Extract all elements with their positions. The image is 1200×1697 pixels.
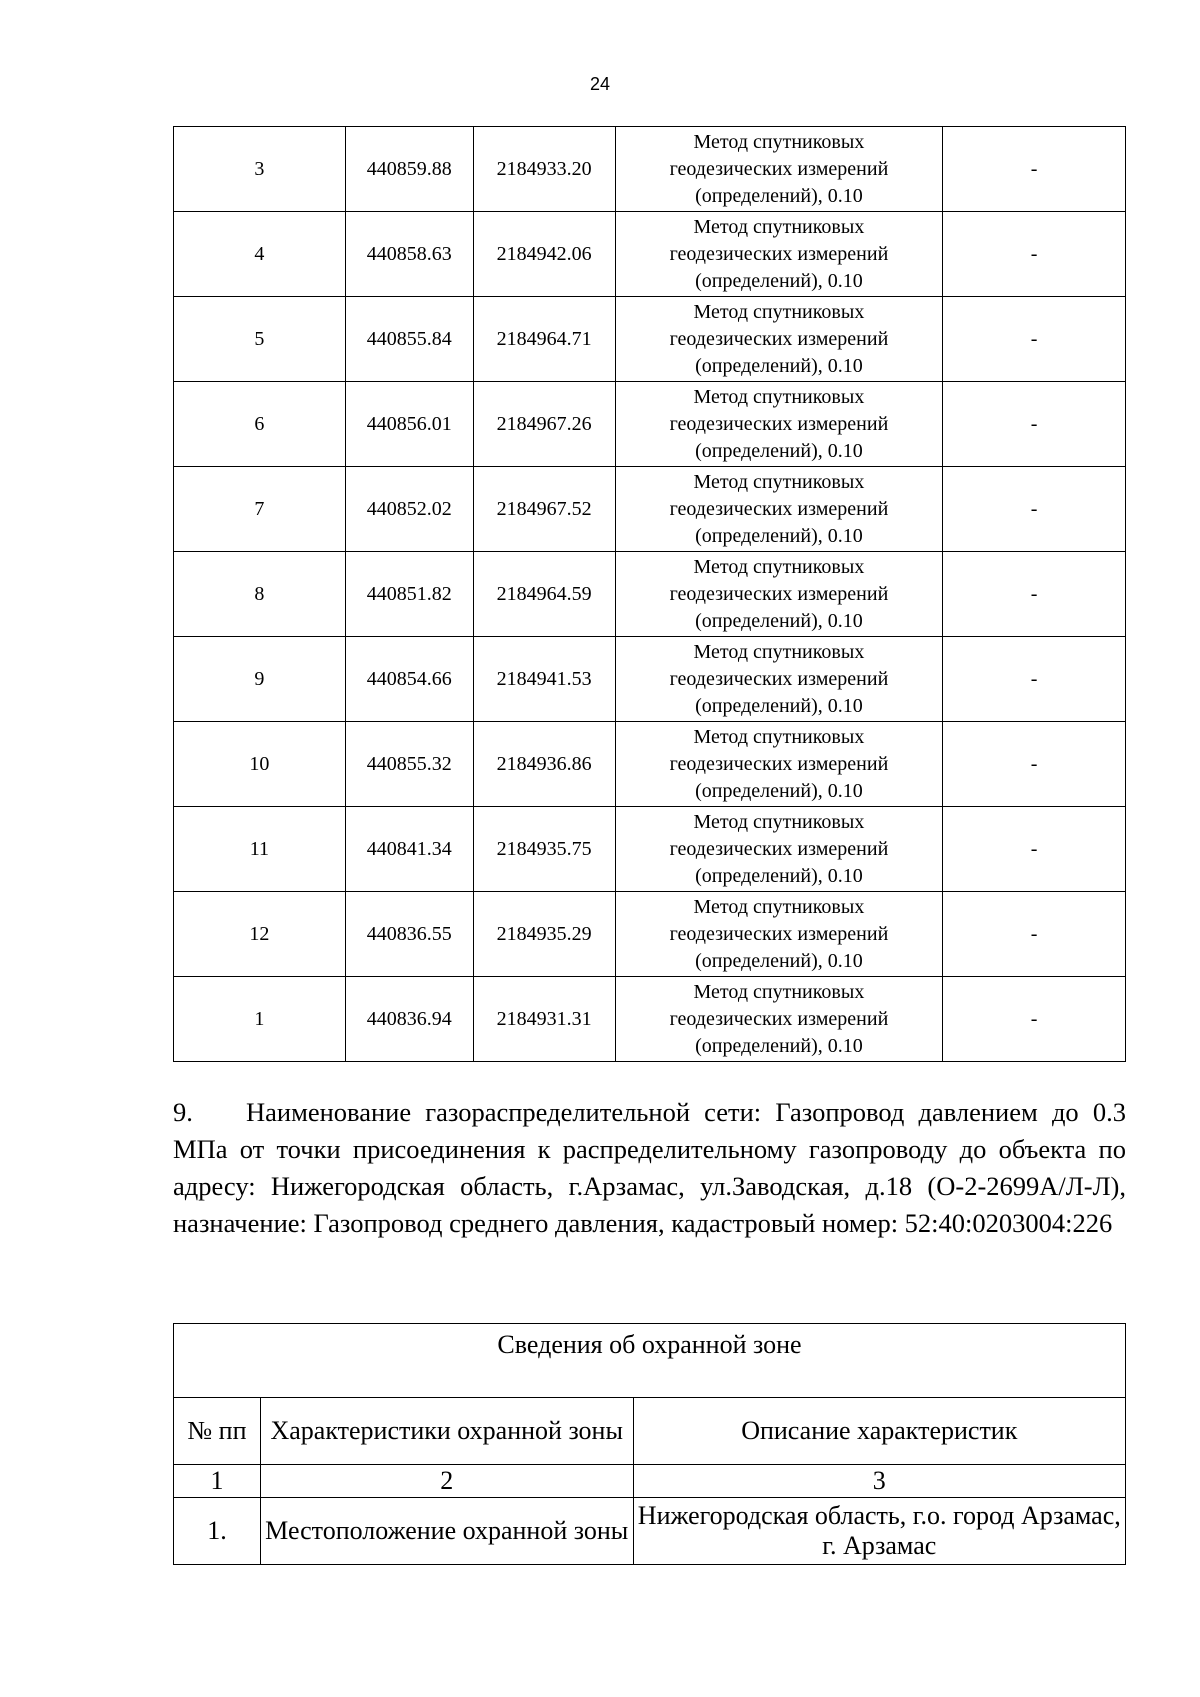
method-line: геодезических измерений [669, 327, 889, 350]
description-cell: - [943, 297, 1126, 382]
section-number: 9. [173, 1097, 193, 1127]
header-num: № пп [174, 1398, 261, 1465]
header-description: Описание характеристик [633, 1398, 1125, 1465]
protection-zone-table [173, 1323, 1126, 1565]
coordinates-table-body [174, 127, 1126, 1062]
y-coordinate-cell: 2184935.29 [473, 892, 615, 977]
y-coordinate-cell: 2184964.59 [473, 552, 615, 637]
method-line: (определений), 0.10 [695, 269, 863, 292]
x-coordinate-cell: 440855.32 [345, 722, 473, 807]
method-line: геодезических измерений [669, 242, 889, 265]
x-coordinate-cell: 440859.88 [345, 127, 473, 212]
x-coordinate-cell: 440855.84 [345, 297, 473, 382]
x-coordinate-cell: 440836.94 [345, 977, 473, 1062]
coordinate-row [174, 892, 1126, 977]
method-line: (определений), 0.10 [695, 184, 863, 207]
method-line: геодезических измерений [669, 837, 889, 860]
y-coordinate-cell: 2184941.53 [473, 637, 615, 722]
description-cell: - [943, 892, 1126, 977]
point-number-cell: 9 [174, 637, 346, 722]
point-number-cell: 12 [174, 892, 346, 977]
method-cell [615, 637, 943, 722]
method-cell [615, 127, 943, 212]
description-cell: - [943, 552, 1126, 637]
point-number-cell: 1 [174, 977, 346, 1062]
page-number: 24 [589, 74, 611, 94]
method-cell [615, 212, 943, 297]
x-coordinate-cell: 440852.02 [345, 467, 473, 552]
coordinate-row [174, 977, 1126, 1062]
point-number-cell: 3 [174, 127, 346, 212]
method-line: (определений), 0.10 [695, 439, 863, 462]
method-line: геодезических измерений [669, 752, 889, 775]
row-characteristic: Местоположение охранной зоны [260, 1498, 633, 1565]
method-line: геодезических измерений [669, 412, 889, 435]
zone-header-row [174, 1398, 1126, 1465]
row-description: Нижегородская область, г.о. город Арзамас, г. Арзамас [633, 1498, 1125, 1565]
header-characteristic: Характеристики охранной зоны [260, 1398, 633, 1465]
method-line: Метод спутниковых [693, 215, 865, 238]
y-coordinate-cell: 2184964.71 [473, 297, 615, 382]
index-cell: 2 [260, 1465, 633, 1498]
method-line: Метод спутниковых [693, 810, 865, 833]
method-line: (определений), 0.10 [695, 864, 863, 887]
method-cell [615, 722, 943, 807]
row-number: 1. [174, 1498, 261, 1565]
method-cell [615, 552, 943, 637]
method-line: геодезических измерений [669, 157, 889, 180]
method-line: Метод спутниковых [693, 980, 865, 1003]
method-cell [615, 892, 943, 977]
method-cell [615, 382, 943, 467]
description-cell: - [943, 722, 1126, 807]
y-coordinate-cell: 2184942.06 [473, 212, 615, 297]
description-cell: - [943, 637, 1126, 722]
method-line: (определений), 0.10 [695, 779, 863, 802]
method-line: Метод спутниковых [693, 300, 865, 323]
point-number-cell: 4 [174, 212, 346, 297]
description-cell: - [943, 467, 1126, 552]
method-line: геодезических измерений [669, 497, 889, 520]
y-coordinate-cell: 2184936.86 [473, 722, 615, 807]
description-cell: - [943, 382, 1126, 467]
y-coordinate-cell: 2184967.26 [473, 382, 615, 467]
index-cell: 1 [174, 1465, 261, 1498]
description-cell: - [943, 977, 1126, 1062]
coordinate-row [174, 552, 1126, 637]
y-coordinate-cell: 2184931.31 [473, 977, 615, 1062]
method-line: Метод спутниковых [693, 555, 865, 578]
method-line: Метод спутниковых [693, 640, 865, 663]
method-line: (определений), 0.10 [695, 949, 863, 972]
description-cell: - [943, 127, 1126, 212]
method-line: геодезических измерений [669, 582, 889, 605]
coordinates-table [173, 126, 1126, 1062]
point-number-cell: 10 [174, 722, 346, 807]
zone-caption-row [174, 1324, 1126, 1398]
point-number-cell: 11 [174, 807, 346, 892]
y-coordinate-cell: 2184967.52 [473, 467, 615, 552]
point-number-cell: 7 [174, 467, 346, 552]
description-cell: - [943, 212, 1126, 297]
method-line: геодезических измерений [669, 1007, 889, 1030]
coordinate-row [174, 127, 1126, 212]
description-cell: - [943, 807, 1126, 892]
method-line: Метод спутниковых [693, 470, 865, 493]
coordinate-row [174, 467, 1126, 552]
coordinate-row [174, 212, 1126, 297]
method-line: геодезических измерений [669, 922, 889, 945]
x-coordinate-cell: 440858.63 [345, 212, 473, 297]
method-line: (определений), 0.10 [695, 694, 863, 717]
y-coordinate-cell: 2184935.75 [473, 807, 615, 892]
section-paragraph [173, 1094, 1126, 1242]
method-line: Метод спутниковых [693, 895, 865, 918]
x-coordinate-cell: 440841.34 [345, 807, 473, 892]
point-number-cell: 6 [174, 382, 346, 467]
method-cell [615, 467, 943, 552]
coordinate-row [174, 297, 1126, 382]
y-coordinate-cell: 2184933.20 [473, 127, 615, 212]
coordinate-row [174, 722, 1126, 807]
method-line: Метод спутниковых [693, 130, 865, 153]
x-coordinate-cell: 440854.66 [345, 637, 473, 722]
zone-table-caption: Сведения об охранной зоне [174, 1324, 1126, 1398]
x-coordinate-cell: 440851.82 [345, 552, 473, 637]
coordinate-row [174, 807, 1126, 892]
x-coordinate-cell: 440836.55 [345, 892, 473, 977]
method-line: Метод спутниковых [693, 385, 865, 408]
zone-data-row [174, 1498, 1126, 1565]
zone-index-row [174, 1465, 1126, 1498]
coordinate-row [174, 382, 1126, 467]
section-text: Наименование газораспределительной сети: Газопровод давлением до 0.3 МПа от точки присоединения к распределительному газопроводу до объекта по адресу: Нижегородская область, г.Арзамас, ул.Заводская, д.18 (О-2-2699А/Л-Л), назначение: Газопровод среднего давления, кадастровый номер: 52:40:0203004:226 [173, 1097, 1126, 1238]
method-line: (определений), 0.10 [695, 524, 863, 547]
coordinate-row [174, 637, 1126, 722]
index-cell: 3 [633, 1465, 1125, 1498]
method-cell [615, 297, 943, 382]
method-line: геодезических измерений [669, 667, 889, 690]
method-line: (определений), 0.10 [695, 354, 863, 377]
method-line: (определений), 0.10 [695, 1034, 863, 1057]
point-number-cell: 8 [174, 552, 346, 637]
point-number-cell: 5 [174, 297, 346, 382]
method-cell [615, 807, 943, 892]
method-line: (определений), 0.10 [695, 609, 863, 632]
x-coordinate-cell: 440856.01 [345, 382, 473, 467]
method-line: Метод спутниковых [693, 725, 865, 748]
method-cell [615, 977, 943, 1062]
